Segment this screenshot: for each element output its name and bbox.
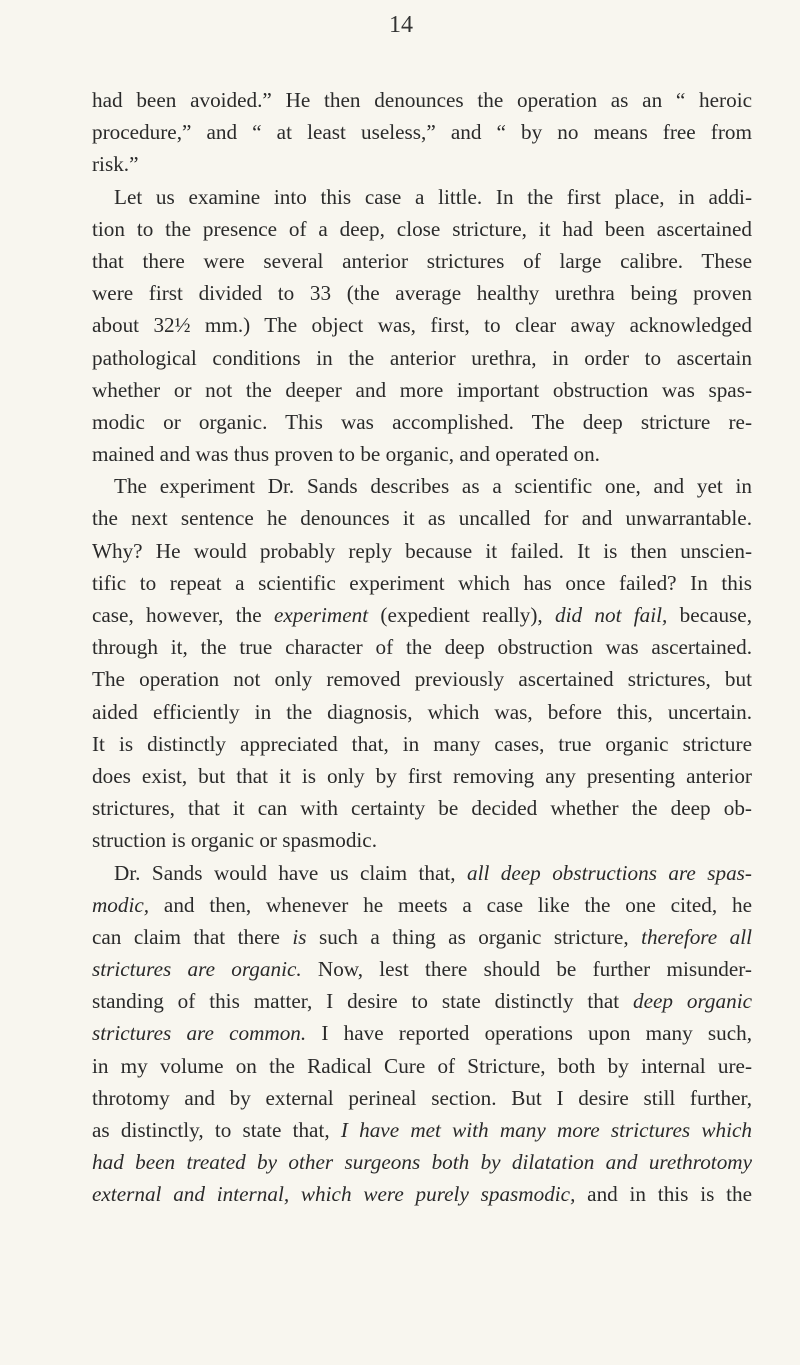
text-line [92,181,752,213]
text-run: about 32½ mm.) The object was, first, to clear away acknowledged [92,313,752,338]
italic-text: modic, [92,892,150,917]
text-line [92,921,752,953]
text-run: throtomy and by external perineal section. But I desire still further, [92,1085,752,1110]
italic-text: is [292,924,307,949]
text-run: Now, lest there should be further misunder- [301,957,752,982]
text-line [92,889,752,921]
italic-text: had been treated by other surgeons both by dilatation and urethrotomy [92,1150,752,1175]
text-line [92,857,752,889]
text-run: pathological conditions in the anterior urethra, in order to ascertain [92,345,752,370]
text-run: strictures, that it can with certainty be decided whether the deep ob- [92,796,752,821]
text-line [92,824,752,856]
text-line [92,1146,752,1178]
text-line [92,438,752,470]
italic-text: deep organic [633,989,752,1014]
text-line [92,792,752,824]
italic-text: experiment [273,603,369,627]
body-text [92,84,752,1211]
text-line [92,213,752,245]
text-run: through it, the true character of the deep obstruction was ascertained. [92,635,752,660]
text-line [92,728,752,760]
text-line [92,309,752,341]
text-line [92,245,752,277]
text-run: risk.” [92,152,139,177]
italic-text: did not fail, [555,603,668,627]
text-line [92,760,752,792]
text-line [92,470,752,502]
text-run: Dr. Sands would have us claim that, [114,860,467,885]
text-run: It is distinctly appreciated that, in many cases, true organic stricture [92,731,752,756]
text-run: can claim that there [92,924,293,949]
text-line [92,374,752,406]
page-number: 14 [389,12,413,38]
text-run: whether or not the deeper and more important obstruction was spas- [92,377,752,402]
text-run: case, however, the [92,603,274,627]
text-run: in my volume on the Radical Cure of Stricture, both by internal ure- [92,1053,752,1078]
text-run: tific to repeat a scientific experiment which has once failed? In this [92,570,752,595]
text-run: as distinctly, to state that, [92,1118,341,1142]
text-line [92,1082,752,1114]
text-line [92,1178,752,1210]
italic-text: all deep obstructions are spas- [466,860,752,885]
text-run: modic or organic. This was accomplished. The deep stricture re- [92,409,752,434]
text-run: mained and was thus proven to be organic, and operated on. [92,442,600,467]
text-run: The operation not only removed previously ascertained strictures, but [92,667,752,692]
text-line [92,1050,752,1082]
text-run: aided efficiently in the diagnosis, which was, before this, uncertain. [92,699,752,724]
text-run: the next sentence he denounces it as uncalled for and unwarrantable. [92,506,752,531]
text-run: had been avoided.” He then denounces the operation as an “ heroic [92,88,752,112]
text-run: tion to the presence of a deep, close stricture, it had been ascertained [92,216,752,241]
text-line [92,502,752,534]
text-line [92,631,752,663]
text-line [92,567,752,599]
text-line [92,663,752,695]
text-line [92,535,752,567]
text-line [92,1017,752,1049]
text-line [92,277,752,309]
text-run: Let us examine into this case a little. In the first place, in addi- [114,184,752,209]
text-line [92,1114,752,1146]
italic-text: I have met with many more strictures which [340,1118,752,1142]
text-line [92,953,752,985]
italic-text: strictures are organic. [92,957,302,982]
text-run: procedure,” and “ at least useless,” and “ by no means free from [92,120,752,145]
text-line [92,696,752,728]
text-line [92,985,752,1017]
italic-text: therefore all [641,924,752,949]
text-run: does exist, but that it is only by first removing any presenting anterior [92,763,752,788]
text-line [92,342,752,374]
text-run: such a thing as organic stricture, [306,924,642,949]
text-run: and then, whenever he meets a case like the one cited, he [149,892,752,917]
italic-text: external and internal, which were purely spasmodic, [92,1182,576,1207]
text-run: were first divided to 33 (the average healthy urethra being proven [92,281,752,306]
text-line [92,406,752,438]
text-run: and in this is the [575,1182,752,1207]
text-run: standing of this matter, I desire to state distinctly that [92,989,633,1014]
text-run: The experiment Dr. Sands describes as a scientific one, and yet in [114,474,752,499]
text-run: Why? He would probably reply because it failed. It is then unscien- [92,538,752,563]
text-run: because, [667,603,752,627]
text-line [92,84,752,116]
text-run: that there were several anterior strictures of large calibre. These [92,248,752,273]
text-line [92,599,752,631]
text-run: (expedient really), [368,603,556,627]
text-run: I have reported operations upon many such, [306,1021,753,1046]
text-line [92,116,752,148]
italic-text: strictures are common. [92,1021,307,1046]
text-run: struction is organic or spasmodic. [92,828,378,853]
text-line [92,148,752,180]
